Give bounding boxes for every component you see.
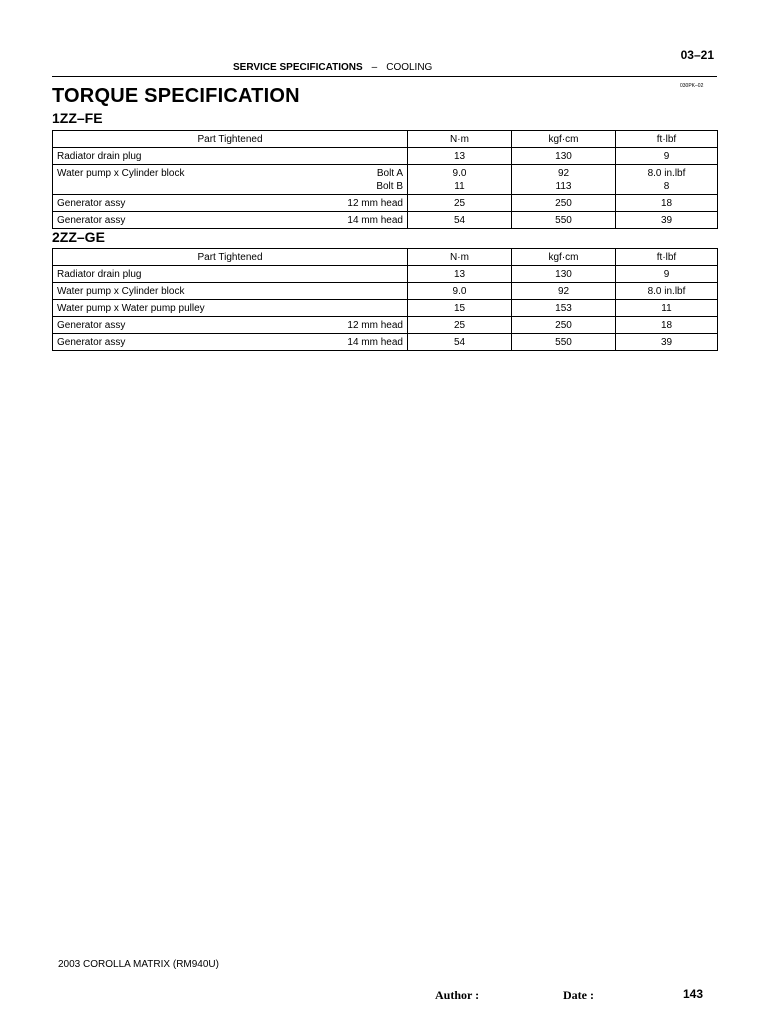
- table-row: [53, 334, 718, 351]
- table-row: [53, 165, 718, 195]
- document-code: 030PK–02: [680, 83, 704, 89]
- torque-nm-value: 54: [453, 336, 466, 348]
- table-row: [53, 148, 718, 165]
- part-cell: [53, 266, 408, 283]
- torque-table-2zz-ge: [52, 248, 718, 351]
- torque-table-1zz-fe: [52, 130, 718, 229]
- part-name: Water pump x Cylinder block: [57, 167, 185, 179]
- torque-nm-cell: [408, 283, 512, 300]
- torque-nm-cell: [408, 317, 512, 334]
- column-header-nm: N·m: [408, 249, 512, 266]
- torque-kgfcm-cell: [512, 334, 616, 351]
- torque-ftlbf-value: 11: [661, 302, 672, 314]
- column-header-ftlbf: ft·lbf: [616, 131, 718, 148]
- torque-ftlbf-cell: [616, 283, 718, 300]
- table-header-row: [53, 131, 718, 148]
- torque-nm-cell: [408, 195, 512, 212]
- date-label: Date :: [563, 988, 594, 1002]
- part-qualifier: 14 mm head: [347, 336, 403, 348]
- vehicle-model-footer: 2003 COROLLA MATRIX (RM940U): [58, 959, 219, 970]
- part-qualifier: Bolt B: [376, 180, 403, 192]
- table-header-row: [53, 249, 718, 266]
- column-header-part: Part Tightened: [53, 131, 408, 148]
- torque-nm-value: 9.0: [452, 167, 467, 179]
- torque-nm-value: 11: [454, 180, 465, 192]
- torque-nm-cell: [408, 300, 512, 317]
- torque-kgfcm-cell: [512, 300, 616, 317]
- torque-ftlbf-cell: [616, 195, 718, 212]
- table-row: [53, 212, 718, 229]
- torque-kgfcm-value: 250: [555, 319, 572, 331]
- torque-ftlbf-cell: [616, 165, 718, 195]
- part-qualifier: 14 mm head: [347, 214, 403, 226]
- part-name: Generator assy: [57, 336, 126, 348]
- part-cell: [53, 148, 408, 165]
- torque-kgfcm-value: 250: [555, 197, 572, 209]
- torque-ftlbf-cell: [616, 334, 718, 351]
- torque-ftlbf-value: 8.0 in.lbf: [647, 167, 686, 179]
- running-header: [233, 62, 432, 73]
- torque-kgfcm-value: 113: [555, 180, 572, 192]
- torque-nm-value: 15: [453, 302, 466, 314]
- part-cell: [53, 195, 408, 212]
- torque-ftlbf-cell: [616, 212, 718, 229]
- part-qualifier: 12 mm head: [347, 319, 403, 331]
- torque-ftlbf-value: 8.0 in.lbf: [647, 285, 686, 297]
- table-row: [53, 300, 718, 317]
- header-separator: –: [371, 62, 378, 73]
- torque-nm-value: 13: [453, 150, 466, 162]
- torque-nm-value: 54: [453, 214, 466, 226]
- torque-ftlbf-value: 18: [660, 197, 673, 209]
- table-row: [53, 266, 718, 283]
- part-cell: [53, 317, 408, 334]
- torque-ftlbf-cell: [616, 148, 718, 165]
- torque-kgfcm-value: 92: [557, 167, 570, 179]
- torque-kgfcm-cell: [512, 283, 616, 300]
- torque-kgfcm-cell: [512, 266, 616, 283]
- column-header-kgfcm: kgf·cm: [512, 249, 616, 266]
- engine-heading-2zz-ge: 2ZZ–GE: [52, 229, 105, 245]
- torque-ftlbf-cell: [616, 317, 718, 334]
- torque-kgfcm-value: 153: [555, 302, 572, 314]
- torque-kgfcm-value: 130: [555, 268, 572, 280]
- torque-nm-cell: [408, 266, 512, 283]
- page-code: 03–21: [680, 48, 714, 62]
- part-cell: [53, 165, 408, 195]
- table-row: [53, 195, 718, 212]
- torque-kgfcm-cell: [512, 195, 616, 212]
- part-name: Generator assy: [57, 197, 126, 209]
- engine-heading-1zz-fe: 1ZZ–FE: [52, 110, 103, 126]
- subsection-name: COOLING: [386, 62, 433, 73]
- part-name: Generator assy: [57, 319, 126, 331]
- part-name: Water pump x Cylinder block: [57, 285, 185, 297]
- header-rule: [52, 76, 717, 77]
- torque-ftlbf-value: 39: [660, 214, 673, 226]
- column-header-ftlbf: ft·lbf: [616, 249, 718, 266]
- torque-kgfcm-cell: [512, 212, 616, 229]
- torque-nm-cell: [408, 165, 512, 195]
- page-title: TORQUE SPECIFICATION: [52, 85, 300, 107]
- table-row: [53, 317, 718, 334]
- torque-kgfcm-value: 550: [555, 214, 572, 226]
- author-label: Author :: [435, 988, 480, 1002]
- column-header-nm: N·m: [408, 131, 512, 148]
- torque-ftlbf-value: 39: [660, 336, 673, 348]
- table-row: [53, 283, 718, 300]
- torque-ftlbf-value: 18: [660, 319, 673, 331]
- part-name: Radiator drain plug: [57, 150, 142, 162]
- part-cell: [53, 212, 408, 229]
- section-name: SERVICE SPECIFICATIONS: [233, 62, 363, 73]
- part-name: Water pump x Water pump pulley: [57, 302, 205, 314]
- column-header-kgfcm: kgf·cm: [512, 131, 616, 148]
- torque-nm-value: 25: [453, 319, 466, 331]
- torque-nm-value: 25: [453, 197, 466, 209]
- torque-ftlbf-value: 8: [663, 180, 670, 192]
- torque-nm-cell: [408, 334, 512, 351]
- torque-nm-value: 13: [453, 268, 466, 280]
- page-number: 143: [683, 987, 704, 1001]
- torque-nm-cell: [408, 148, 512, 165]
- torque-ftlbf-value: 9: [663, 150, 670, 162]
- part-name: Radiator drain plug: [57, 268, 142, 280]
- part-cell: [53, 283, 408, 300]
- torque-nm-cell: [408, 212, 512, 229]
- column-header-part: Part Tightened: [53, 249, 408, 266]
- torque-ftlbf-value: 9: [663, 268, 670, 280]
- torque-kgfcm-cell: [512, 148, 616, 165]
- part-qualifier: 12 mm head: [347, 197, 403, 209]
- torque-kgfcm-value: 92: [557, 285, 570, 297]
- torque-kgfcm-value: 550: [555, 336, 572, 348]
- torque-ftlbf-cell: [616, 266, 718, 283]
- part-qualifier: Bolt A: [376, 167, 403, 179]
- torque-kgfcm-value: 130: [555, 150, 572, 162]
- torque-nm-value: 9.0: [452, 285, 467, 297]
- part-cell: [53, 300, 408, 317]
- part-cell: [53, 334, 408, 351]
- part-name: Generator assy: [57, 214, 126, 226]
- torque-kgfcm-cell: [512, 165, 616, 195]
- torque-kgfcm-cell: [512, 317, 616, 334]
- torque-ftlbf-cell: [616, 300, 718, 317]
